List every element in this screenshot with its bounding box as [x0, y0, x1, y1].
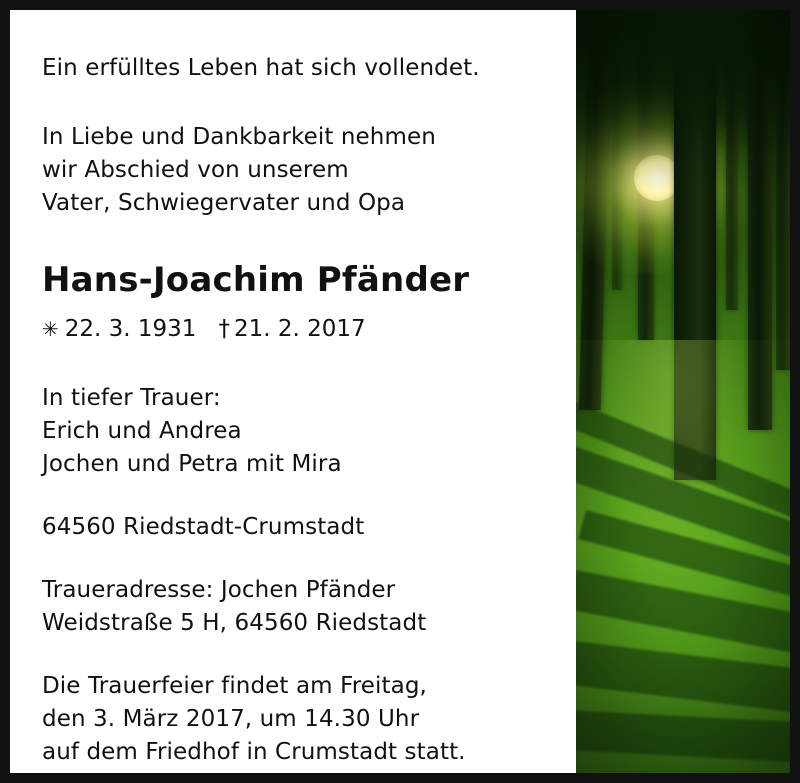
mourners-line-2: Erich und Andrea [42, 418, 242, 444]
life-dates [42, 316, 576, 342]
forest-photo [576, 10, 790, 773]
intro-paragraph [42, 121, 576, 220]
death-date: 21. 2. 2017 [233, 316, 366, 342]
intro-line-1: In Liebe und Dankbarkeit nehmen [42, 124, 436, 150]
intro-line-2: wir Abschied von unserem [42, 157, 349, 183]
address-line-2: Weidstraße 5 H, 64560 Riedstadt [42, 610, 427, 636]
place-line: 64560 Riedstadt-Crumstadt [42, 514, 365, 540]
photo-vignette [576, 10, 790, 773]
mourners-line-1: In tiefer Trauer: [42, 385, 221, 411]
forest-photo-background [576, 10, 790, 773]
obituary-text-column [10, 10, 576, 773]
condolence-address-block [42, 574, 576, 640]
birth-symbol-icon: ✳ [42, 317, 59, 341]
ceremony-line-3: auf dem Friedhof in Crumstadt statt. [42, 739, 466, 765]
birth-date: 22. 3. 1931 [64, 316, 197, 342]
ceremony-line-1: Die Trauerfeier findet am Freitag, [42, 673, 427, 699]
deceased-name: Hans-Joachim Pfänder [42, 260, 470, 300]
mourners-block [42, 382, 576, 481]
ceremony-line-2: den 3. März 2017, um 14.30 Uhr [42, 706, 420, 732]
opening-line: Ein erfülltes Leben hat sich vollendet. [42, 55, 480, 81]
death-symbol-icon: † [218, 316, 230, 342]
ceremony-block [42, 670, 576, 769]
intro-line-3: Vater, Schwiegervater und Opa [42, 190, 406, 216]
mourners-line-3: Jochen und Petra mit Mira [42, 451, 342, 477]
address-line-1: Traueradresse: Jochen Pfänder [42, 577, 396, 603]
